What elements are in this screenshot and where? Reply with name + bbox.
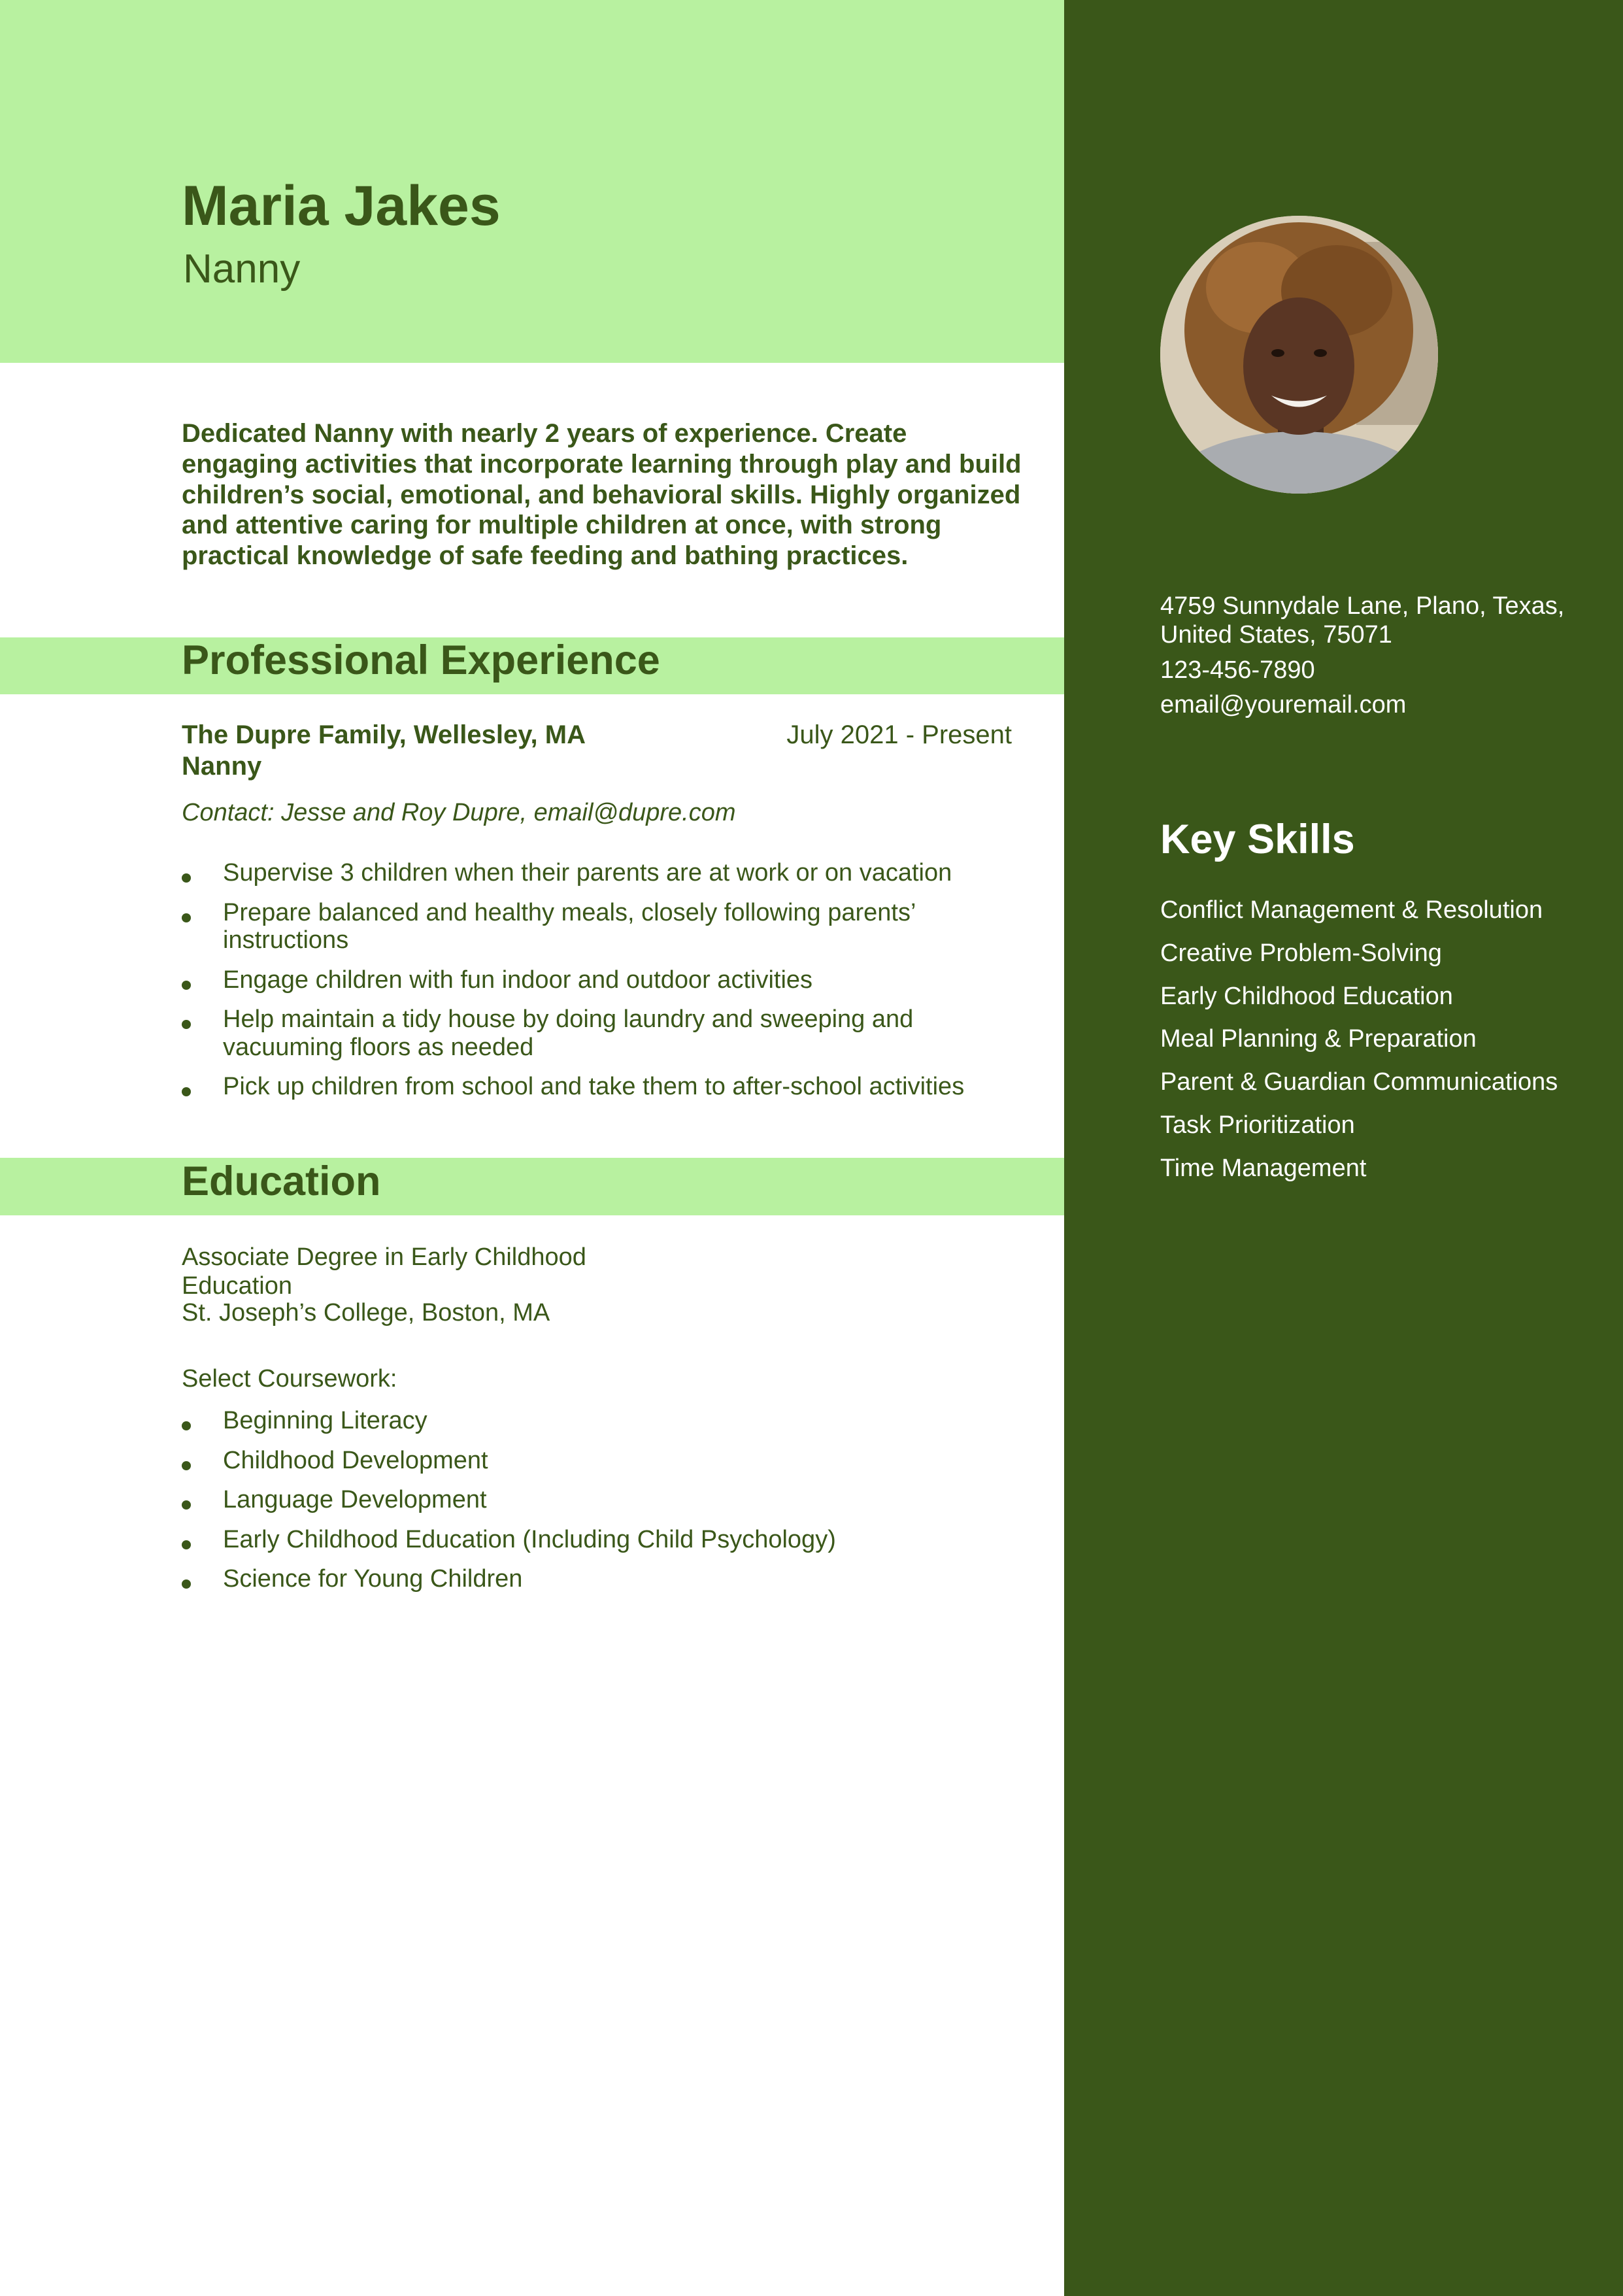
coursework-item: Beginning Literacy bbox=[223, 1407, 427, 1434]
bullet-icon bbox=[182, 1579, 191, 1589]
bullet-icon bbox=[182, 1421, 191, 1430]
coursework-item: Science for Young Children bbox=[223, 1565, 523, 1593]
list-item bbox=[182, 859, 1031, 887]
list-item bbox=[182, 1005, 1031, 1061]
bullet-icon bbox=[182, 873, 191, 883]
coursework-label: Select Coursework: bbox=[182, 1365, 397, 1393]
coursework-item: Early Childhood Education (Including Child Psychology) bbox=[223, 1525, 836, 1553]
education-title-band bbox=[0, 1158, 1064, 1215]
job-company: The Dupre Family, Wellesley, MA bbox=[182, 720, 586, 749]
contact-address: 4759 Sunnydale Lane, Plano, Texas, United States, 75071 bbox=[1160, 592, 1565, 649]
list-item bbox=[182, 1565, 1031, 1593]
coursework-list bbox=[182, 1407, 1031, 1605]
bullet-icon bbox=[182, 913, 191, 922]
coursework-item: Language Development bbox=[223, 1486, 487, 1514]
candidate-name: Maria Jakes bbox=[182, 175, 501, 237]
list-item bbox=[182, 966, 1031, 994]
bullet-icon bbox=[182, 1500, 191, 1510]
summary-text: Dedicated Nanny with nearly 2 years of experience. Create engaging activities that incorporate learning through play and build children’s social, emotional, and behavioral skills. Highly organized and attentive caring for multiple children at once, with strong practical knowledge of safe feeding and bathing practices. bbox=[182, 419, 1022, 571]
education-degree: Associate Degree in Early Childhood Education bbox=[182, 1243, 586, 1300]
job-title: Nanny bbox=[182, 752, 262, 781]
bullet-icon bbox=[182, 1087, 191, 1096]
bullet-icon bbox=[182, 981, 191, 990]
skill-item: Early Childhood Education bbox=[1160, 982, 1453, 1010]
skill-item: Creative Problem-Solving bbox=[1160, 939, 1442, 967]
skill-item: Parent & Guardian Communications bbox=[1160, 1068, 1558, 1096]
experience-bullet-text: Engage children with fun indoor and outdoor activities bbox=[223, 966, 813, 994]
bullet-icon bbox=[182, 1020, 191, 1029]
bullet-icon bbox=[182, 1461, 191, 1470]
list-item bbox=[182, 1447, 1031, 1475]
skill-item: Meal Planning & Preparation bbox=[1160, 1025, 1477, 1053]
coursework-item: Childhood Development bbox=[223, 1446, 488, 1474]
profile-photo bbox=[1160, 216, 1438, 494]
list-item bbox=[182, 1486, 1031, 1514]
bullet-icon bbox=[182, 1540, 191, 1549]
skills-section-title: Key Skills bbox=[1160, 817, 1355, 862]
portrait-illustration bbox=[1160, 216, 1438, 494]
education-school: St. Joseph’s College, Boston, MA bbox=[182, 1299, 550, 1326]
list-item bbox=[182, 1073, 1031, 1101]
contact-phone: 123-456-7890 bbox=[1160, 656, 1315, 684]
skill-item: Task Prioritization bbox=[1160, 1111, 1355, 1139]
list-item bbox=[182, 1407, 1031, 1435]
job-contact: Contact: Jesse and Roy Dupre, email@dupre.com bbox=[182, 799, 736, 826]
experience-bullet-text: Supervise 3 children when their parents are at work or on vacation bbox=[223, 859, 952, 886]
list-item bbox=[182, 899, 1031, 954]
contact-email[interactable]: email@youremail.com bbox=[1160, 691, 1407, 718]
skill-item: Conflict Management & Resolution bbox=[1160, 896, 1543, 924]
header-band bbox=[0, 0, 1064, 363]
list-item bbox=[182, 1526, 1031, 1554]
experience-bullet-text: Prepare balanced and healthy meals, closely following parents’ instructions bbox=[223, 898, 915, 954]
candidate-role: Nanny bbox=[183, 246, 301, 292]
skill-item: Time Management bbox=[1160, 1154, 1367, 1182]
experience-bullet-text: Pick up children from school and take them to after-school activities bbox=[223, 1073, 965, 1101]
experience-section-title: Professional Experience bbox=[182, 637, 660, 683]
experience-bullet-list bbox=[182, 859, 1031, 1113]
experience-bullet-text: Help maintain a tidy house by doing laundry and sweeping and vacuuming floors as needed bbox=[223, 1005, 914, 1061]
skills-list bbox=[1160, 897, 1579, 1198]
education-section-title: Education bbox=[182, 1158, 381, 1204]
job-dates: July 2021 - Present bbox=[786, 720, 1012, 749]
